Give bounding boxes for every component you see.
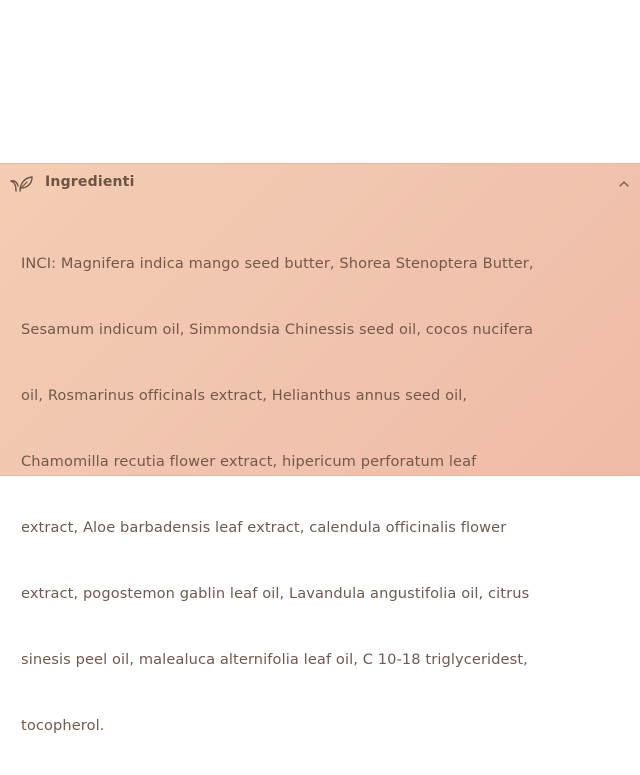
ingredients-title: Ingredienti xyxy=(45,174,135,190)
ingredients-line: oil, Rosmarinus officinals extract, Helianthus annus seed oil, xyxy=(21,387,468,404)
ingredients-accordion-header[interactable] xyxy=(0,164,640,204)
leaf-icon xyxy=(10,175,36,193)
ingredients-accordion xyxy=(0,163,640,734)
chevron-up-icon[interactable] xyxy=(617,179,631,189)
ingredients-text xyxy=(21,214,631,775)
ingredients-line: tocopherol. xyxy=(21,717,105,734)
ingredients-line: Sesamum indicum oil, Simmondsia Chinessis seed oil, cocos nucifera xyxy=(21,321,533,338)
ingredients-line: extract, pogostemon gablin leaf oil, Lavandula angustifolia oil, citrus xyxy=(21,585,530,602)
ingredients-line: INCI: Magnifera indica mango seed butter, Shorea Stenoptera Butter, xyxy=(21,255,534,272)
ingredients-line: extract, Aloe barbadensis leaf extract, calendula officinalis flower xyxy=(21,519,507,536)
ingredients-line: Chamomilla recutia flower extract, hipericum perforatum leaf xyxy=(21,453,477,470)
ingredients-line: sinesis peel oil, malealuca alternifolia leaf oil, C 10-18 triglyceridest, xyxy=(21,651,528,668)
